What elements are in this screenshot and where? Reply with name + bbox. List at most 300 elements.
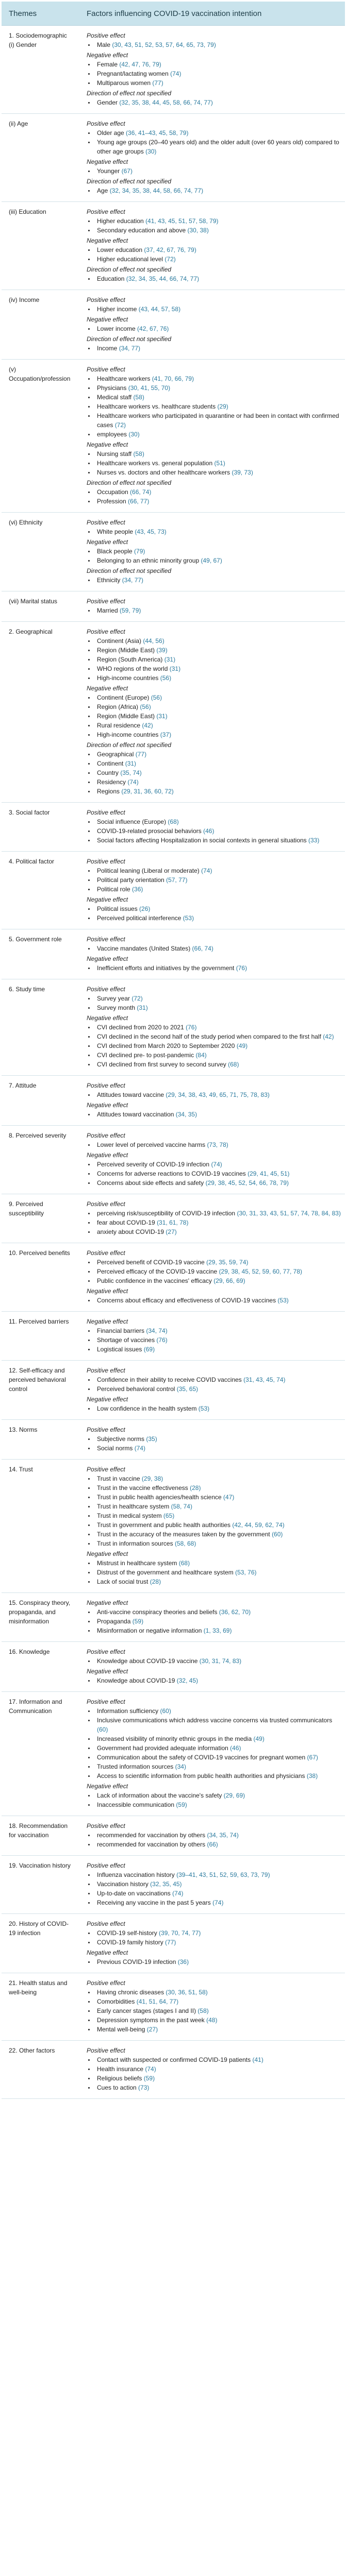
reference-link[interactable]: (74)	[211, 1161, 222, 1168]
factor-item	[95, 702, 341, 711]
factor-text: Trust in vaccine	[97, 1475, 142, 1482]
reference-link[interactable]: (47)	[223, 1494, 235, 1501]
theme-cell	[2, 591, 79, 622]
factor-item	[95, 245, 341, 255]
factor-list	[87, 1656, 341, 1666]
reference-link[interactable]: (58)	[133, 450, 144, 457]
factor-item	[95, 1276, 341, 1285]
factor-item	[95, 1511, 341, 1520]
reference-link[interactable]: (29, 69)	[223, 1792, 245, 1799]
reference-link[interactable]: (26)	[139, 905, 151, 912]
reference-link[interactable]: (72)	[164, 256, 176, 263]
reference-link[interactable]: (36)	[177, 1958, 189, 1965]
factor-text: High-income countries	[97, 674, 160, 682]
reference-link[interactable]: (31)	[137, 1004, 148, 1011]
effect-direction-label: Positive effect	[87, 32, 125, 39]
reference-link[interactable]: (30)	[145, 148, 157, 155]
effect-direction-label: Positive effect	[87, 809, 125, 816]
theme-cell	[2, 1642, 79, 1692]
factors-cell	[79, 1914, 345, 1973]
factor-list	[87, 904, 341, 923]
reference-link[interactable]: (32, 34, 35, 38, 44, 58, 66, 74, 77)	[109, 187, 204, 194]
factor-text: Healthcare workers vs. healthcare students	[97, 403, 218, 410]
reference-link[interactable]: (41, 51, 64, 77)	[136, 1998, 179, 2005]
theme-label: (v) Occupation/profession	[9, 366, 71, 382]
reference-link[interactable]: (46)	[230, 1744, 241, 1752]
reference-link[interactable]: (43, 45, 73)	[135, 528, 167, 535]
reference-link[interactable]: (37, 42, 67, 76, 79)	[144, 246, 196, 253]
reference-link[interactable]: (43, 44, 57, 58)	[138, 306, 181, 313]
table-row	[2, 1816, 345, 1856]
reference-link[interactable]: (60)	[272, 1531, 283, 1538]
effect-direction-label: Positive effect	[87, 1367, 125, 1374]
factors-cell	[79, 1593, 345, 1642]
reference-link[interactable]: (58, 68)	[174, 1540, 196, 1547]
effect-direction-label: Positive effect	[87, 1132, 125, 1139]
factors-cell	[79, 1243, 345, 1312]
reference-link[interactable]: (35)	[146, 1435, 157, 1443]
reference-link[interactable]: (42, 67, 76)	[137, 325, 169, 332]
reference-link[interactable]: (29, 38)	[141, 1475, 163, 1482]
factor-item	[95, 759, 341, 768]
reference-link[interactable]: (29, 31, 36, 60, 72)	[121, 788, 174, 795]
factor-list	[87, 166, 341, 176]
factor-text: Misinformation or negative information	[97, 1627, 204, 1634]
factor-text: Lack of social trust	[97, 1578, 150, 1585]
reference-link[interactable]: (41, 43, 45, 51, 57, 58, 79)	[145, 217, 219, 225]
reference-link[interactable]: (66, 74)	[192, 945, 213, 952]
factor-text: Inefficient efforts and initiatives by the government	[97, 964, 236, 972]
factor-text: Political issues	[97, 905, 140, 912]
factor-text: Health insurance	[97, 2065, 145, 2073]
reference-link[interactable]: (35, 65)	[176, 1385, 199, 1393]
reference-link[interactable]: (39, 70, 74, 77)	[159, 1929, 201, 1937]
factor-text: Belonging to an ethnic minority group	[97, 557, 201, 564]
reference-link[interactable]: (59)	[143, 2075, 155, 2082]
factor-item	[95, 817, 341, 826]
reference-link[interactable]: (68)	[178, 1560, 190, 1567]
reference-link[interactable]: (31)	[169, 665, 181, 672]
factor-text: Mental well-being	[97, 2026, 147, 2033]
reference-link[interactable]: (34, 74)	[146, 1327, 168, 1334]
reference-link[interactable]: (32, 45)	[176, 1677, 199, 1684]
reference-link[interactable]: (35, 74)	[120, 769, 142, 776]
factor-item	[95, 1840, 341, 1849]
reference-link[interactable]: (28)	[190, 1484, 201, 1492]
reference-link[interactable]: (34, 35, 74)	[207, 1832, 239, 1839]
reference-link[interactable]: (76)	[186, 1024, 197, 1031]
theme-cell	[2, 1361, 79, 1420]
factor-text: COVID-19 self-history	[97, 1929, 159, 1937]
reference-link[interactable]: (31, 43, 45, 74)	[243, 1376, 286, 1383]
factors-cell	[79, 2041, 345, 2099]
reference-link[interactable]: (77)	[165, 1939, 176, 1946]
factor-text: Political party orientation	[97, 876, 167, 884]
reference-link[interactable]: (29, 41, 45, 51)	[247, 1170, 290, 1177]
factor-text: Shortage of vaccines	[97, 1336, 157, 1344]
reference-link[interactable]: (76)	[236, 964, 247, 972]
effect-direction-label: Negative effect	[87, 538, 128, 546]
reference-link[interactable]: (73)	[138, 2084, 150, 2091]
factor-text: Depression symptoms in the past week	[97, 2016, 207, 2024]
factors-table	[2, 2, 345, 2099]
factor-item	[95, 693, 341, 702]
factor-text: Young age groups (20–40 years old) and the older adult (over 60 years old) compared to other age groups	[97, 139, 339, 155]
effect-direction-label: Positive effect	[87, 1249, 125, 1257]
reference-link[interactable]: (77)	[152, 79, 163, 87]
reference-link[interactable]: (49)	[253, 1735, 265, 1742]
factor-list	[87, 1023, 341, 1069]
effect-direction-label: Negative effect	[87, 1014, 128, 1022]
theme-cell	[2, 360, 79, 513]
reference-link[interactable]: (29, 38, 45, 52, 54, 66, 78, 79)	[205, 1179, 289, 1187]
factors-cell	[79, 26, 345, 114]
reference-link[interactable]: (79)	[134, 548, 145, 555]
reference-link[interactable]: (27)	[166, 1228, 177, 1235]
factor-item	[95, 1023, 341, 1032]
theme-cell	[2, 1194, 79, 1243]
reference-link[interactable]: (30, 31, 74, 83)	[199, 1657, 242, 1665]
effect-direction-label: Positive effect	[87, 1648, 125, 1655]
reference-link[interactable]: (57, 77)	[166, 876, 188, 884]
factor-item	[95, 606, 341, 615]
theme-cell	[2, 1126, 79, 1194]
effect-direction-label: Positive effect	[87, 1862, 125, 1869]
factor-list	[87, 693, 341, 739]
factor-text: CVI declined from 2020 to 2021	[97, 1024, 186, 1031]
factor-text: Higher education	[97, 217, 146, 225]
factor-item	[95, 1227, 341, 1236]
theme-cell	[2, 1816, 79, 1856]
factor-item	[95, 1209, 341, 1218]
theme-label: 19. Vaccination history	[9, 1862, 71, 1869]
theme-cell	[2, 929, 79, 979]
factor-text: Low confidence in the health system	[97, 1405, 199, 1412]
factor-text: Profession	[97, 498, 128, 505]
reference-link[interactable]: (32, 35, 38, 44, 45, 58, 66, 74, 77)	[119, 99, 213, 106]
reference-link[interactable]: (68)	[228, 1061, 239, 1068]
factor-list	[87, 40, 341, 49]
factor-text: employees	[97, 431, 129, 438]
factor-item	[95, 1218, 341, 1227]
factor-list	[87, 186, 341, 195]
factor-list	[87, 1110, 341, 1119]
theme-cell	[2, 1914, 79, 1973]
reference-link[interactable]: (27)	[146, 2026, 158, 2033]
factor-item	[95, 1791, 341, 1800]
theme-cell	[2, 1076, 79, 1126]
factor-item	[95, 1577, 341, 1586]
reference-link[interactable]: (76)	[156, 1336, 168, 1344]
factor-list	[87, 817, 341, 845]
factor-item	[95, 2006, 341, 2015]
factor-item	[95, 575, 341, 585]
reference-link[interactable]: (48)	[206, 2016, 218, 2024]
reference-link[interactable]: (36, 41–43, 45, 58, 79)	[126, 129, 189, 137]
reference-link[interactable]: (31)	[164, 656, 176, 663]
effect-direction-label: Positive effect	[87, 936, 125, 943]
effect-direction-label: Positive effect	[87, 366, 125, 373]
reference-link[interactable]: (51)	[214, 460, 225, 467]
reference-link[interactable]: (33)	[308, 837, 320, 844]
reference-link[interactable]: (66)	[207, 1841, 218, 1848]
factor-list	[87, 245, 341, 264]
reference-link[interactable]: (30, 38)	[187, 227, 209, 234]
factor-item	[95, 944, 341, 953]
factor-text: Up-to-date on vaccinations	[97, 1890, 173, 1897]
factor-item	[95, 1656, 341, 1666]
reference-link[interactable]: (30, 43, 51, 52, 53, 57, 64, 65, 73, 79)	[112, 41, 216, 48]
reference-link[interactable]: (29, 34, 38, 43, 49, 65, 71, 75, 78, 83)	[166, 1091, 270, 1098]
factor-text: Perceived benefit of COVID-19 vaccine	[97, 1259, 207, 1266]
reference-link[interactable]: (39–41, 43, 51, 52, 59, 63, 73, 79)	[176, 1871, 270, 1878]
factor-item	[95, 1706, 341, 1716]
reference-link[interactable]: (41, 70, 66, 79)	[152, 375, 194, 382]
factor-text: COVID-19-related prosocial behaviors	[97, 827, 204, 835]
reference-link[interactable]: (74)	[134, 1445, 146, 1452]
theme-cell	[2, 202, 79, 290]
factor-list	[87, 1676, 341, 1685]
reference-link[interactable]: (74)	[201, 867, 212, 874]
table-row	[2, 803, 345, 852]
factor-text: Social norms	[97, 1445, 135, 1452]
reference-link[interactable]: (53)	[183, 914, 194, 922]
reference-link[interactable]: (28)	[150, 1578, 161, 1585]
reference-link[interactable]: (53)	[198, 1405, 210, 1412]
reference-link[interactable]: (39, 73)	[232, 469, 253, 476]
effect-direction-label: Negative effect	[87, 1318, 128, 1325]
reference-link[interactable]: (53, 76)	[235, 1569, 257, 1576]
reference-link[interactable]: (30, 31, 33, 43, 51, 57, 74, 78, 84, 83)	[237, 1210, 341, 1217]
factor-list	[87, 1090, 341, 1099]
factor-item	[95, 374, 341, 383]
factor-item	[95, 487, 341, 497]
effect-direction-label: Negative effect	[87, 441, 128, 448]
factor-list	[87, 1375, 341, 1394]
effect-direction-label: Positive effect	[87, 2047, 125, 2054]
reference-link[interactable]: (74)	[170, 70, 181, 77]
factor-list	[87, 1706, 341, 1781]
factor-list	[87, 1140, 341, 1149]
factor-list	[87, 606, 341, 615]
reference-link[interactable]: (42, 44, 59, 62, 74)	[232, 1521, 285, 1529]
factor-text: Higher income	[97, 306, 139, 313]
reference-link[interactable]: (49)	[236, 1042, 248, 1049]
effect-direction-label: Positive effect	[87, 598, 125, 605]
reference-link[interactable]: (67)	[121, 167, 133, 175]
reference-link[interactable]: (29, 38, 45, 52, 59, 60, 77, 78)	[219, 1268, 303, 1275]
table-row	[2, 1642, 345, 1692]
reference-link[interactable]: (65)	[163, 1512, 175, 1519]
reference-link[interactable]: (42)	[323, 1033, 334, 1040]
reference-link[interactable]: (32, 35, 45)	[150, 1880, 182, 1888]
table-row	[2, 622, 345, 803]
reference-link[interactable]: (29)	[217, 403, 228, 410]
reference-link[interactable]: (84)	[195, 1052, 207, 1059]
reference-link[interactable]: (34)	[175, 1763, 186, 1770]
reference-link[interactable]: (56)	[140, 703, 151, 710]
factor-text: Secondary education and above	[97, 227, 188, 234]
table-row	[2, 1914, 345, 1973]
factor-item	[95, 1160, 341, 1169]
factor-item	[95, 393, 341, 402]
factor-item	[95, 1520, 341, 1530]
table-row	[2, 591, 345, 622]
reference-link[interactable]: (38)	[306, 1772, 318, 1780]
factor-text: Religious beliefs	[97, 2075, 144, 2082]
theme-label: 20. History of COVID-19 infection	[9, 1920, 69, 1937]
theme-label: (ii) Age	[9, 120, 28, 127]
reference-link[interactable]: (29, 35, 59, 74)	[206, 1259, 249, 1266]
reference-link[interactable]: (29, 66, 69)	[213, 1277, 245, 1284]
factor-text: Anti-vaccine conspiracy theories and beliefs	[97, 1608, 219, 1616]
factor-text: fear about COVID-19	[97, 1219, 157, 1226]
factor-list	[87, 1988, 341, 2034]
reference-link[interactable]: (34, 77)	[122, 577, 144, 584]
factor-list	[87, 636, 341, 683]
reference-link[interactable]: (32, 34, 35, 44, 66, 74, 77)	[126, 275, 200, 282]
factors-cell	[79, 290, 345, 360]
reference-link[interactable]: (72)	[114, 421, 126, 429]
theme-cell	[2, 1973, 79, 2041]
factor-list	[87, 866, 341, 894]
reference-link[interactable]: (34, 77)	[119, 345, 141, 352]
factors-cell	[79, 979, 345, 1076]
theme-label: (vi) Ethnicity	[9, 519, 43, 526]
factor-text: Black people	[97, 548, 135, 555]
factor-item	[95, 636, 341, 646]
factor-item	[95, 2015, 341, 2025]
factor-list	[87, 1404, 341, 1413]
reference-link[interactable]: (34, 35)	[175, 1111, 197, 1118]
reference-link[interactable]: (56)	[151, 694, 162, 701]
reference-link[interactable]: (68)	[168, 818, 179, 825]
effect-direction-label: Direction of effect not specified	[87, 335, 172, 343]
factor-text: Pregnant/lactating women	[97, 70, 171, 77]
reference-link[interactable]: (36)	[132, 886, 143, 893]
factor-item	[95, 1607, 341, 1617]
factor-text: Age	[97, 187, 110, 194]
effect-direction-label: Negative effect	[87, 52, 128, 59]
factor-text: Subjective norms	[97, 1435, 146, 1443]
reference-link[interactable]: (1, 33, 69)	[203, 1627, 232, 1634]
effect-direction-label: Direction of effect not specified	[87, 266, 172, 273]
factor-item	[95, 274, 341, 283]
reference-link[interactable]: (37)	[160, 731, 172, 738]
factor-text: Geographical	[97, 751, 136, 758]
theme-label: (vii) Marital status	[9, 598, 58, 605]
reference-link[interactable]: (60)	[97, 1726, 108, 1733]
reference-link[interactable]: (39)	[156, 647, 168, 654]
reference-link[interactable]: (59)	[176, 1801, 187, 1808]
factor-item	[95, 1539, 341, 1548]
reference-link[interactable]: (60)	[160, 1707, 171, 1715]
table-row	[2, 929, 345, 979]
reference-link[interactable]: (74)	[212, 1899, 224, 1906]
reference-link[interactable]: (31, 61, 78)	[157, 1219, 189, 1226]
reference-link[interactable]: (30)	[128, 431, 140, 438]
reference-link[interactable]: (66, 74)	[130, 488, 152, 496]
factor-text: Older age	[97, 129, 126, 137]
reference-link[interactable]: (58)	[133, 394, 144, 401]
effect-direction-label: Positive effect	[87, 1822, 125, 1829]
effect-direction-label: Positive effect	[87, 1698, 125, 1705]
theme-cell	[2, 1460, 79, 1593]
reference-link[interactable]: (30, 36, 51, 58)	[166, 1989, 208, 1996]
reference-link[interactable]: (31)	[125, 760, 137, 767]
factors-cell	[79, 1856, 345, 1914]
reference-link[interactable]: (49, 67)	[201, 557, 222, 564]
theme-cell	[2, 2041, 79, 2099]
factor-text: Survey year	[97, 995, 132, 1002]
theme-cell	[2, 1593, 79, 1642]
factor-item	[95, 1050, 341, 1060]
reference-link[interactable]: (44, 56)	[143, 637, 164, 645]
table-row	[2, 114, 345, 202]
reference-link[interactable]: (72)	[131, 995, 143, 1002]
reference-link[interactable]: (56)	[160, 674, 172, 682]
factor-list	[87, 1791, 341, 1809]
factor-text: Physicians	[97, 384, 128, 392]
factor-text: Multiparous women	[97, 79, 153, 87]
factor-text: Cues to action	[97, 2084, 139, 2091]
reference-link[interactable]: (36, 62, 70)	[219, 1608, 251, 1616]
reference-link[interactable]: (58)	[197, 2007, 209, 2014]
factor-text: Increased visibility of minority ethnic groups in the media	[97, 1735, 254, 1742]
reference-link[interactable]: (69)	[143, 1346, 155, 1353]
factor-item	[95, 1258, 341, 1267]
reference-link[interactable]: (74)	[172, 1890, 184, 1897]
table-row	[2, 1243, 345, 1312]
reference-link[interactable]: (31)	[156, 713, 168, 720]
reference-link[interactable]: (58, 74)	[171, 1503, 192, 1510]
factor-text: Income	[97, 345, 119, 352]
factor-item	[95, 866, 341, 875]
reference-link[interactable]: (67)	[307, 1754, 318, 1761]
factor-text: Trust in healthcare system	[97, 1503, 171, 1510]
factor-list	[87, 944, 341, 953]
factor-text: Lower education	[97, 246, 144, 253]
factor-item	[95, 787, 341, 796]
factor-item	[95, 655, 341, 664]
effect-direction-label: Direction of effect not specified	[87, 90, 172, 97]
reference-link[interactable]: (30, 41, 55, 70)	[128, 384, 171, 392]
factor-item	[95, 664, 341, 673]
reference-link[interactable]: (46)	[203, 827, 214, 835]
factor-list	[87, 575, 341, 585]
reference-link[interactable]: (42, 47, 76, 79)	[119, 61, 161, 68]
factor-text: Financial barriers	[97, 1327, 146, 1334]
factor-list	[87, 1870, 341, 1907]
reference-link[interactable]: (66, 77)	[128, 498, 150, 505]
reference-link[interactable]: (59, 79)	[120, 607, 141, 614]
reference-link[interactable]: (74)	[127, 778, 139, 786]
reference-link[interactable]: (77)	[135, 751, 147, 758]
factor-list	[87, 1160, 341, 1188]
theme-label: 11. Perceived barriers	[9, 1318, 69, 1325]
factor-text: COVID-19 family history	[97, 1939, 166, 1946]
reference-link[interactable]: (53)	[277, 1297, 289, 1304]
table-row	[2, 2041, 345, 2099]
reference-link[interactable]: (41)	[252, 2056, 263, 2063]
reference-link[interactable]: (42)	[142, 722, 153, 729]
reference-link[interactable]: (74)	[145, 2065, 156, 2073]
effect-direction-label: Positive effect	[87, 628, 125, 635]
factors-cell	[79, 1126, 345, 1194]
reference-link[interactable]: (73, 78)	[207, 1141, 228, 1148]
factor-text: Region (Middle East)	[97, 713, 157, 720]
reference-link[interactable]: (59)	[132, 1618, 144, 1625]
